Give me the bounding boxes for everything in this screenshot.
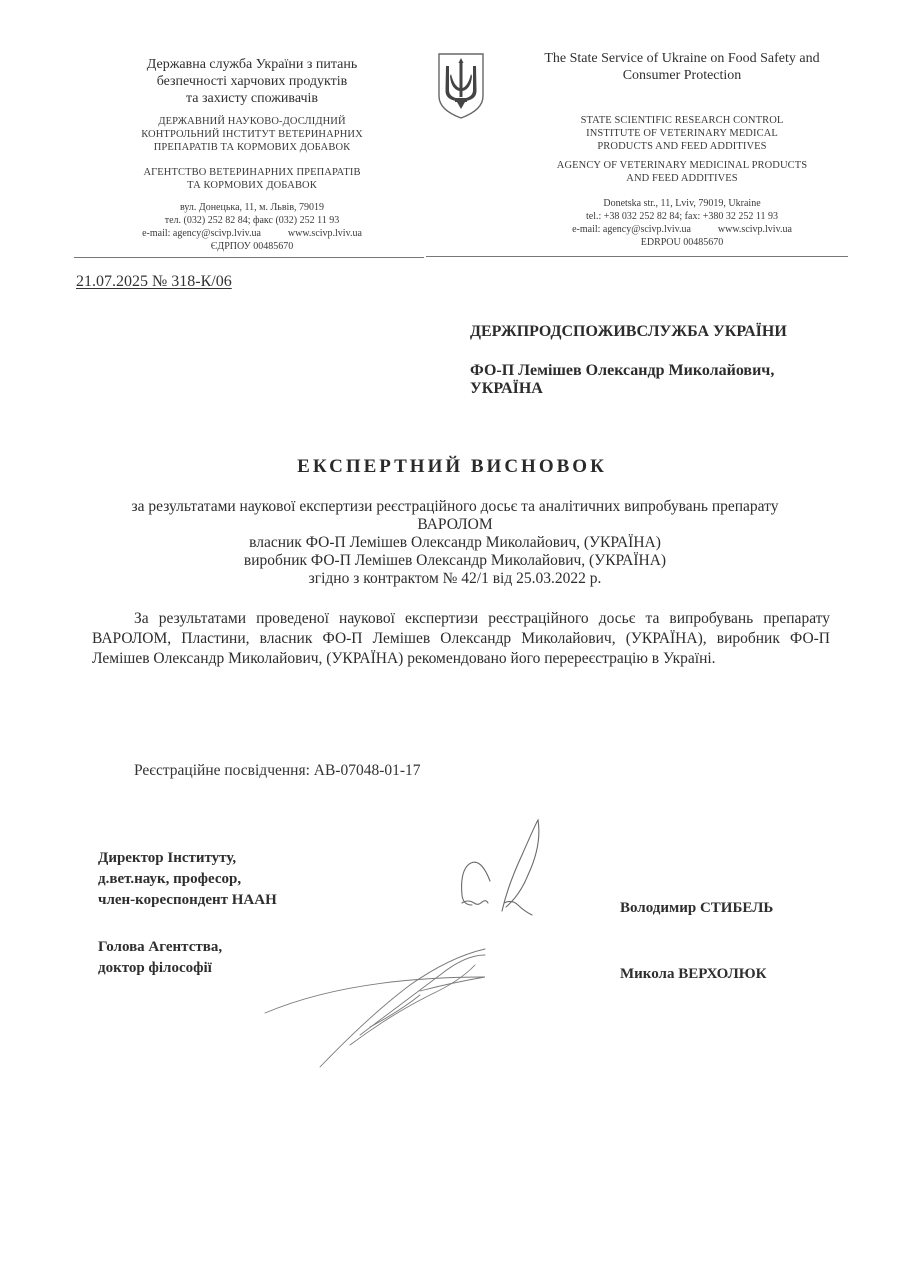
institute-line: STATE SCIENTIFIC RESEARCH CONTROL <box>580 115 784 126</box>
handwritten-signature <box>450 815 550 925</box>
agency-line: AND FEED ADDITIVES <box>626 173 738 184</box>
manufacturer-line: виробник ФО-П Лемішев Олександр Миколайович, (УКРАЇНА) <box>243 552 667 569</box>
email-link[interactable]: e-mail: agency@scivp.lviv.ua <box>572 224 691 235</box>
header-divider <box>426 256 848 257</box>
position-line: Директор Інституту, <box>98 850 237 866</box>
handwritten-signature <box>260 935 510 1075</box>
edrpou-code: ЄДРПОУ 00485670 <box>210 241 294 252</box>
org-title-en <box>522 50 842 84</box>
institute-line: КОНТРОЛЬНИЙ ІНСТИТУТ ВЕТЕРИНАРНИХ <box>141 129 363 140</box>
org-title-line: Державна служба України з питань <box>146 57 358 72</box>
addressee-country: УКРАЇНА <box>470 380 543 397</box>
position-line: доктор філософії <box>98 960 212 976</box>
website-link[interactable]: www.scivp.lviv.ua <box>717 224 792 235</box>
addressee-block <box>470 322 850 398</box>
position-line: д.вет.наук, професор, <box>98 871 242 887</box>
edrpou-code: EDRPOU 00485670 <box>640 237 724 248</box>
email-web-row <box>82 227 422 240</box>
org-title-line: безпечності харчових продуктів <box>156 74 348 89</box>
document-title: ЕКСПЕРТНИЙ ВИСНОВОК <box>297 456 607 477</box>
institute-line: PRODUCTS AND FEED ADDITIVES <box>597 141 767 152</box>
agency-line: АГЕНТСТВО ВЕТЕРИНАРНИХ ПРЕПАРАТІВ <box>143 167 361 178</box>
product-name: ВАРОЛОМ <box>417 516 493 533</box>
institute-line: ПРЕПАРАТІВ ТА КОРМОВИХ ДОБАВОК <box>153 142 351 153</box>
document-reference: 21.07.2025 № 318-К/06 <box>76 273 232 290</box>
org-title-ua <box>82 56 422 107</box>
contacts-ua <box>82 201 422 253</box>
addressee-person: ФО-П Лемішев Олександр Миколайович, <box>470 362 775 379</box>
header-left-ukrainian <box>82 56 422 253</box>
addressee-authority: ДЕРЖПРОДСПОЖИВСЛУЖБА УКРАЇНИ <box>470 323 787 340</box>
website-link[interactable]: www.scivp.lviv.ua <box>287 228 362 239</box>
document-subtitle <box>60 498 850 588</box>
signatory-position <box>98 937 222 979</box>
org-title-line: The State Service of Ukraine on Food Safety and <box>544 51 820 66</box>
institute-name-en <box>522 114 842 153</box>
agency-line: ТА КОРМОВИХ ДОБАВОК <box>187 180 317 191</box>
conclusion-paragraph: За результатами проведеної наукової експертизи реєстраційного досьє та випробувань препарату ВАРОЛОМ, Пластини, власник ФО-П Лемішев Олександр Миколайович, (УКРАЇНА), виробник ФО-П Лемішев Олександр Миколайович, (УКРАЇНА) рекомендовано його перереєстрацію в Україні. <box>92 610 830 667</box>
subtitle-line: за результатами наукової експертизи реєстраційного досьє та аналітичних випробувань препарату <box>131 498 779 515</box>
signatory-name: Микола ВЕРХОЛЮК <box>620 966 767 982</box>
agency-name-en <box>522 159 842 185</box>
address: Donetska str., 11, Lviv, 79019, Ukraine <box>603 198 761 209</box>
phone: tel.: +38 032 252 82 84; fax: +380 32 252 11 93 <box>585 211 778 222</box>
address: вул. Донецька, 11, м. Львів, 79019 <box>179 202 325 213</box>
contacts-en <box>522 197 842 249</box>
signatory-name: Володимир СТИБЕЛЬ <box>620 900 774 916</box>
agency-name-ua <box>82 166 422 192</box>
institute-name-ua <box>82 115 422 154</box>
position-line: Голова Агентства, <box>98 939 223 955</box>
phone: тел. (032) 252 82 84; факс (032) 252 11 93 <box>164 215 340 226</box>
signatory-position <box>98 848 277 911</box>
institute-line: ДЕРЖАВНИЙ НАУКОВО-ДОСЛІДНИЙ <box>158 116 346 127</box>
agency-line: AGENCY OF VETERINARY MEDICINAL PRODUCTS <box>556 160 808 171</box>
email-web-row <box>522 223 842 236</box>
institute-line: INSTITUTE OF VETERINARY MEDICAL <box>586 128 778 139</box>
position-line: член-кореспондент НААН <box>98 892 277 908</box>
org-title-line: та захисту споживачів <box>185 91 319 106</box>
header-divider <box>74 257 424 258</box>
owner-line: власник ФО-П Лемішев Олександр Миколайович, (УКРАЇНА) <box>249 534 661 551</box>
email-link[interactable]: e-mail: agency@scivp.lviv.ua <box>142 228 261 239</box>
contract-line: згідно з контрактом № 42/1 від 25.03.2022 р. <box>308 570 602 587</box>
trident-coat-of-arms-icon <box>436 52 486 120</box>
registration-certificate: Реєстраційне посвідчення: АВ-07048-01-17 <box>134 762 421 779</box>
header-right-english <box>522 50 842 249</box>
org-title-line: Consumer Protection <box>622 68 742 83</box>
